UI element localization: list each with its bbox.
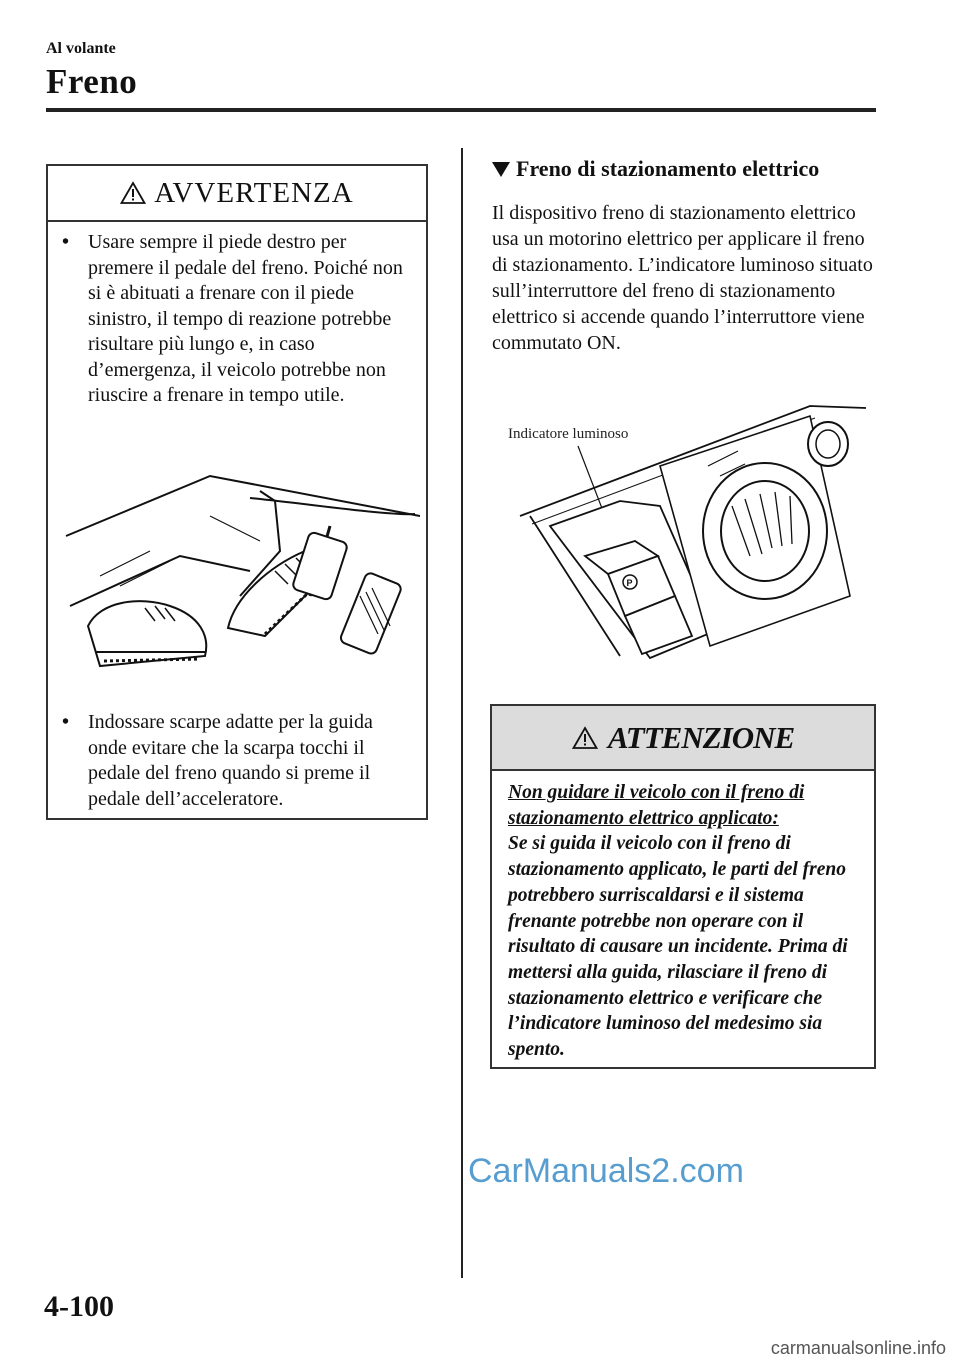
warning-bullet-2 <box>62 710 412 812</box>
warning-bullet-text: Usare sempre il piede destro per premere il pedale del freno. Poiché non si è abituati a frenare con il piede sinistro, il tempo di reazione potrebbe risultare più lungo e, in caso d’emergenza, il veicolo potrebbe non riuscire a frenare in tempo utile. <box>88 231 403 406</box>
column-divider <box>461 148 463 1278</box>
section-heading-text: Freno di stazionamento elettrico <box>516 156 820 181</box>
section-heading <box>492 156 819 182</box>
figure-label: Indicatore luminoso <box>508 426 629 442</box>
console-illustration <box>510 396 866 666</box>
warning-triangle-icon <box>572 726 598 750</box>
caution-heading: ATTENZIONE <box>607 719 795 755</box>
page-title: Freno <box>46 62 138 101</box>
page-number: 4-100 <box>44 1290 114 1323</box>
warning-bullet-text: Indossare scarpe adatte per la guida onde evitare che la scarpa tocchi il pedale del freno quando si preme il pedale dell’acceleratore. <box>88 711 373 810</box>
body-paragraph: Il dispositivo freno di stazionamento elettrico usa un motorino elettrico per applicare il freno di stazionamento. L’indicatore luminoso situato sull’interruttore del freno di stazionamento elettrico si accende quando l’interruttore viene commutato ON. <box>492 202 873 354</box>
bullet-symbol: • <box>62 231 70 253</box>
caution-header <box>492 706 874 771</box>
caution-body <box>508 780 870 1063</box>
pedal-illustration <box>60 456 420 691</box>
svg-text:P: P <box>626 578 633 588</box>
caution-text: Se si guida il veicolo con il freno di stazionamento applicato, le parti del freno potrebbero surriscaldarsi e il sistema frenante potrebbe non operare con il risultato di causare un incidente. Prima di mettersi alla guida, rilasciare il freno di stazionamento elettrico e verificare che l’indicatore luminoso del medesimo sia spento. <box>508 833 848 1061</box>
warning-header <box>48 166 426 222</box>
warning-triangle-icon <box>120 181 146 205</box>
section-label: Al volante <box>46 40 116 57</box>
header-rule <box>46 108 876 112</box>
caution-box <box>490 704 876 1069</box>
warning-heading: AVVERTENZA <box>154 176 354 209</box>
warning-bullet-1 <box>62 230 412 409</box>
footer-site: carmanualsonline.info <box>770 1338 946 1358</box>
warning-box <box>46 164 428 820</box>
watermark: CarManuals2.com <box>468 1152 744 1190</box>
caution-lead: Non guidare il veicolo con il freno di stazionamento elettrico applicato: <box>508 782 805 829</box>
bullet-symbol: • <box>62 711 70 733</box>
section-triangle-icon <box>492 162 510 177</box>
